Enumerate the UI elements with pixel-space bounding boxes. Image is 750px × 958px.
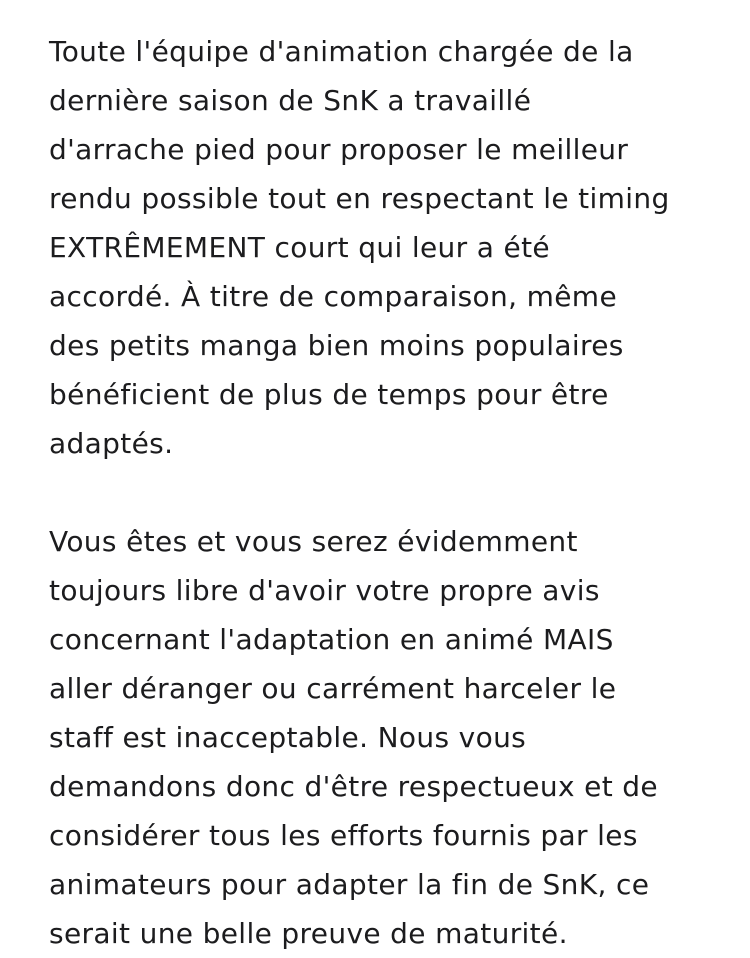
text-line: serait une belle preuve de maturité. [49,917,568,950]
text-line: aller déranger ou carrément harceler le [49,672,617,705]
text-line: staff est inacceptable. Nous vous [49,721,527,754]
text-line: rendu possible tout en respectant le timing [49,182,670,215]
text-line: d'arrache pied pour proposer le meilleur [49,133,629,166]
text-line: Vous êtes et vous serez évidemment [49,525,578,558]
text-line: accordé. À titre de comparaison, même [49,280,618,313]
text-line: des petits manga bien moins populaires [49,329,624,362]
paragraph-1 [49,27,739,468]
text-line: toujours libre d'avoir votre propre avis [49,574,600,607]
text-line: demandons donc d'être respectueux et de [49,770,658,803]
paragraph-2 [49,517,739,958]
text-line: dernière saison de SnK a travaillé [49,84,532,117]
text-line: bénéficient de plus de temps pour être [49,378,609,411]
paragraph-spacer [49,468,739,517]
text-line: considérer tous les efforts fournis par les [49,819,638,852]
text-line: EXTRÊMEMENT court qui leur a été [49,231,550,264]
text-line: Toute l'équipe d'animation chargée de la [49,35,634,68]
note-text-body [49,27,739,958]
text-line: concernant l'adaptation en animé MAIS [49,623,614,656]
text-line: adaptés. [49,427,174,460]
text-line: animateurs pour adapter la fin de SnK, ce [49,868,650,901]
